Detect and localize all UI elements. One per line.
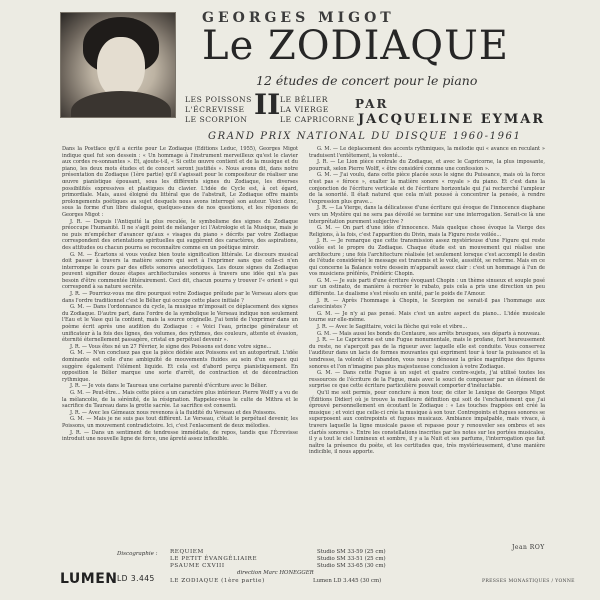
- composer-portrait: [60, 12, 176, 118]
- record-label-logo: LUMEN: [60, 571, 118, 587]
- discography-item: REQUIEM: [170, 549, 204, 555]
- pianist-name: JACQUELINE EYMAR: [358, 112, 546, 127]
- catalog-number: LD 3.445: [117, 574, 155, 583]
- discography-code: Studio SM 33-59 (25 cm): [317, 549, 386, 555]
- paragraph: G. M. — On part d'une idée d'innocence. Mais quelque chose évoque la Vierge des Religions, à la fois, c'est l'apparition du Divin, mais la Figure reste voilée...: [309, 225, 545, 238]
- paragraph: G. M. — Le déplacement des accents rythmiques, la mélodie qui « avance en reculant » traduisent l'entêtement, la volonté...: [309, 146, 545, 159]
- discography-direction: direction Marc HONEGGER: [237, 570, 314, 576]
- sign-ecrevisse: L'ÉCREVISSE: [185, 105, 245, 114]
- author-signature: Jean ROY: [512, 544, 545, 551]
- paragraph: Dans la Postface qu'il a écrite pour Le Zodiaque (Éditions Leduc, 1955), Georges Migot indique quel fut son dessein : « Un hommage à l'instrument merveilleux qu'est le clavier aux cordes re-sonnantes ». Et, ajoute-t-il, « Si cette œuvre contient et de la musique et du piano, les deux mots études et de concert seront justifiés ». Nous avons dit, dans notre présentation du Zodiaque (1ère partie) qu'il s'agissait pour le compositeur de réaliser une œuvre pianistique épousant, sous les différents signes du Zodiaque, les diverses possibilités expressives et plastiques du clavier. L'idée de Cycle est, à cet égard, primordiale. Mais, aussi éloigné du littéral que de l'abstrait, Le Zodiaque offre maints prolongements poétiques au sujet desquels nous avons interrogé son auteur. Voici donc, sous la forme d'un libre dialogue, quelques-unes de nos questions, et les réponses de Georges Migot :: [62, 146, 298, 218]
- sign-belier: LE BÉLIER: [280, 95, 328, 104]
- paragraph: Qu'il me soit permis, pour conclure à mon tour, de citer le Lexique de Georges Migot (Éditions Didier) où je trouve la meilleure définition qui soit de l'enchantement que j'ai éprouvé personnellement en écoutant le Zodiaque : « Les touches frappées ont créé la musique ; et voici que celle-ci crée la musique à son tour. Contrepoints et fugues sonores se superposent aux contrepoints et fugues musicaux. Ambiance impalpable, mais vivace, à travers laquelle la ligne musicale passe et repasse pour y renouveler ses ombres et ses clartés sonores ». Entre les constellations inscrites par les notes sur les portées musicales, il y a tout le ciel lumineux et sombre, il y a la Nuit et ses parfums, l'interrogation que fait naître la présence du poète, et les certitudes que, très mystérieusement, d'une manière indicible, il nous apporte.: [309, 389, 545, 456]
- paragraph: G. M. — Dans cette Fugue à un sujet et quatre contre-sujets, j'ai utilisé toutes les ressources de l'écriture de la Fugue, mais avec le souci de compenser par un élément de surprise ce que cette écriture particulière pouvait comporter d'inéluctable.: [309, 370, 545, 390]
- printer-credit: PRESSES MONASTIQUES / YONNE: [482, 579, 575, 584]
- signs-right: [280, 95, 355, 125]
- paragraph: J. R. — Vous êtes né un 27 Février, le signe des Poissons est donc votre signe...: [70, 343, 272, 350]
- liner-notes-right-column: [309, 146, 545, 526]
- paragraph: G. M. — Écartons si vous voulez bien toute signification littérale. Le discours musical doit passer à travers la matière sonore qui sert à l'exprimer sans que celle-ci n'en interrompe le cours par des effets sonores anecdotiques. Les douze signes du Zodiaque peuvent signifier douze étapes architecturales sonores à travers une idée qui n'a pas besoin d'être commentée littérairement. Ceci dit, chacun pourra y trouver l'« orient » qui correspond à sa nature secrète.: [62, 251, 298, 291]
- sign-scorpion: LE SCORPION: [185, 115, 248, 124]
- discography-label: Discographie :: [117, 551, 158, 557]
- discography-code: Studio SM 33-65 (30 cm): [317, 563, 386, 570]
- paragraph: J. R. — Le Capricorne est une Fugue monumentale, mais le profane, fort heureusement du reste, ne s'aperçoit pas de la rigueur avec laquelle elle est conduite. Vous conservez l'auditeur dans un lacis de formes mouvantes qui expriment tour à tour la puissance et la tendresse, la volonté et l'abandon, vous nous y dénouez la grâce magnifique des figures sonores et l'on n'imagine pas plus majestueuse conclusion à votre Zodiaque.: [309, 337, 545, 370]
- par-label: PAR: [355, 97, 389, 111]
- paragraph: G. M. — Peut-être... Mais cette pièce a un caractère plus intérieur. Pierre Wolff y a vu de la mélancolie, de la sérénité, de la résignation. Rappelez-vous le culte de Mithra et le sacrifice du Taureau dans la grotte sacrée. Le sacrifice est consenti.: [62, 389, 298, 410]
- paragraph: J. R. — Depuis l'Antiquité la plus reculée, le symbolisme des signes du Zodiaque préoccupe l'humanité. Il ne s'agit point de mélanger ici l'Astrologie et la Musique, mais je ne puis m'empêcher d'avancer qu'aux « visages du piano » décrits par votre Zodiaque correspondent des orientations spirituelles qui suggèrent des caractères, des aspirations, des attitudes ou chacun pourra se reconnaître comme en un poétique miroir.: [62, 218, 298, 251]
- paragraph: J. R. — Je remarque que cette transmission assez mystérieuse d'une Figure qui reste voilée est le propre du Zodiaque. Chaque étude est un mouvement qui réalise une architecture ; une fois l'architecture réalisée (et seulement lorsque c'est accompli le destin de l'étude considérée) le message est transmis et le voile, aussitôt, se referme. Mais en ce qui concerne la Balance votre dessein m'apparaît assez clair : c'est un hommage à l'un de vos musiciens préférés, Frédéric Chopin.: [309, 238, 545, 278]
- paragraph: G. M. — N'en concluez pas que la pièce dédiée aux Poissons est un autoportrait. L'idée dominante est celle d'une ambiguïté de mouvements fluides au sein d'un espace qui suggère également l'élément liquide. Et cela est d'abord perçu pianistiquement. En opposition le Bélier marque une sorte d'arrêt, de contraction et de décontraction rythmique.: [62, 350, 298, 383]
- signs-left: [185, 95, 252, 125]
- paragraph: G. M. — Mais aussi les bonds du Centaure, ses arrêts brusques, ses départs à nouveau.: [317, 330, 541, 337]
- sign-poissons: LES POISSONS: [185, 95, 252, 104]
- paragraph: J. R. — Dans un sentiment de tendresse immédiate, de repos, tandis que l'Écrevisse introduit une nouvelle ligne de force, une âpreté assez inflexible.: [62, 429, 298, 443]
- discography-item: LE PETIT ÉVANGÉLIAIRE: [170, 556, 258, 563]
- liner-notes-left-column: [62, 146, 298, 536]
- paragraph: J. R. — Après l'hommage à Chopin, le Scorpion ne serait-il pas l'hommage aux clavecinistes ?: [309, 297, 545, 311]
- sign-capricorne: LE CAPRICORNE: [280, 115, 355, 124]
- discography-codes: [317, 549, 386, 571]
- sign-vierge: LA VIERGE: [280, 105, 329, 114]
- paragraph: J. R. — Pourriez-vous me dire pourquoi votre Zodiaque prélude par le Verseau alors que dans l'ordre traditionnel c'est le Bélier qui occupe cette place initiale ?: [62, 291, 298, 304]
- album-title: Le ZODIAQUE: [202, 23, 509, 69]
- side-number: II: [254, 88, 281, 121]
- discography-item: PSAUME CXVIII: [170, 563, 225, 570]
- paragraph: G. M. — Mais je ne suis pas tout différent. Le Verseau, c'était le perpétuel devenir, les Poissons, un mouvement contradictoire. Ici, c'est l'enlacement de deux mélodies.: [62, 416, 298, 429]
- album-subtitle: 12 études de concert pour le piano: [256, 73, 478, 88]
- prize-line: GRAND PRIX NATIONAL DU DISQUE 1960-1961: [208, 131, 522, 142]
- paragraph: J. R. — Avec le Sagittaire, voici la flèche qui vole et vibre...: [317, 324, 468, 331]
- discography-item: LE ZODIAQUE (1ère partie): [170, 578, 265, 584]
- paragraph: J. R. — Je vois dans le Taureau une certaine parenté d'écriture avec le Bélier.: [70, 383, 268, 390]
- paragraph: G. M. — Dans l'ordonnance du cycle, la musique m'imposait ce déplacement des signes du Zodiaque. D'autre part, dans l'ordre de la symbolique le Verseau indique non seulement l'Eau et le Vase qui la contient, mais la source originelle. J'ai tenté de l'exprimer dans un poème écrit après une audition du Zodiaque : « Voici l'eau, principe générateur et unificateur à la fois des lignes, des volumes, des rythmes, des couleurs, attente et évasion, éternité éternellement passagère, cristal en perpétuel devenir ».: [62, 304, 298, 344]
- paragraph: J. R. — Le Lion pièce centrale du Zodiaque, et avec le Capricorne, la plus imposante, pourrait, selon Pierre Wolff, « être considéré comme une confession ».: [309, 159, 545, 172]
- discography-code: Lumen LD 3.445 (30 cm): [313, 578, 382, 584]
- paragraph: J. R. — La Vierge, dans la délicatesse d'une écriture qui évoque de l'innocence diaphane vers un Mystère qui ne sera pas dévoilé se termine sur une interrogation. Serait-ce là une interprétation purement subjective ?: [309, 205, 545, 225]
- discography-code: Studio SM 33-51 (25 cm): [317, 556, 386, 563]
- composer-name: GEORGES MIGOT: [202, 10, 395, 26]
- paragraph: G. M. — Je n'y ai pas pensé. Mais c'est un autre aspect du piano... L'idée musicale tourne sur elle-même.: [309, 310, 545, 324]
- discography-list: [170, 549, 257, 571]
- paragraph: J. R. — Avec les Gémeaux nous revenons à la fluidité du Verseau et des Poissons.: [70, 409, 277, 416]
- paragraph: G. M. — J'ai voulu, dans cette pièce placée sous le signe du Puissance, mais où la force n'est pas « féroce », exalter la matière sonore « royale » du piano. Et c'est dans la conjonction de l'écriture verticale et de l'écriture horizontale qui j'ai recherché l'ampleur de la sonorité. Il était naturel que cela m'ait poussé à concentrer la pensée, à rendre l'expression plus grave...: [309, 172, 545, 205]
- paragraph: G. M. — Je suis parti d'une écriture évoquant Chopin : un thème sinueux et souple posé sur un ostinato, de manière à recréer le rubato, puis cela a pris une direction un peu différente. Le dualisme s'est résolu en unité, par le poids de l'Amour.: [309, 277, 545, 298]
